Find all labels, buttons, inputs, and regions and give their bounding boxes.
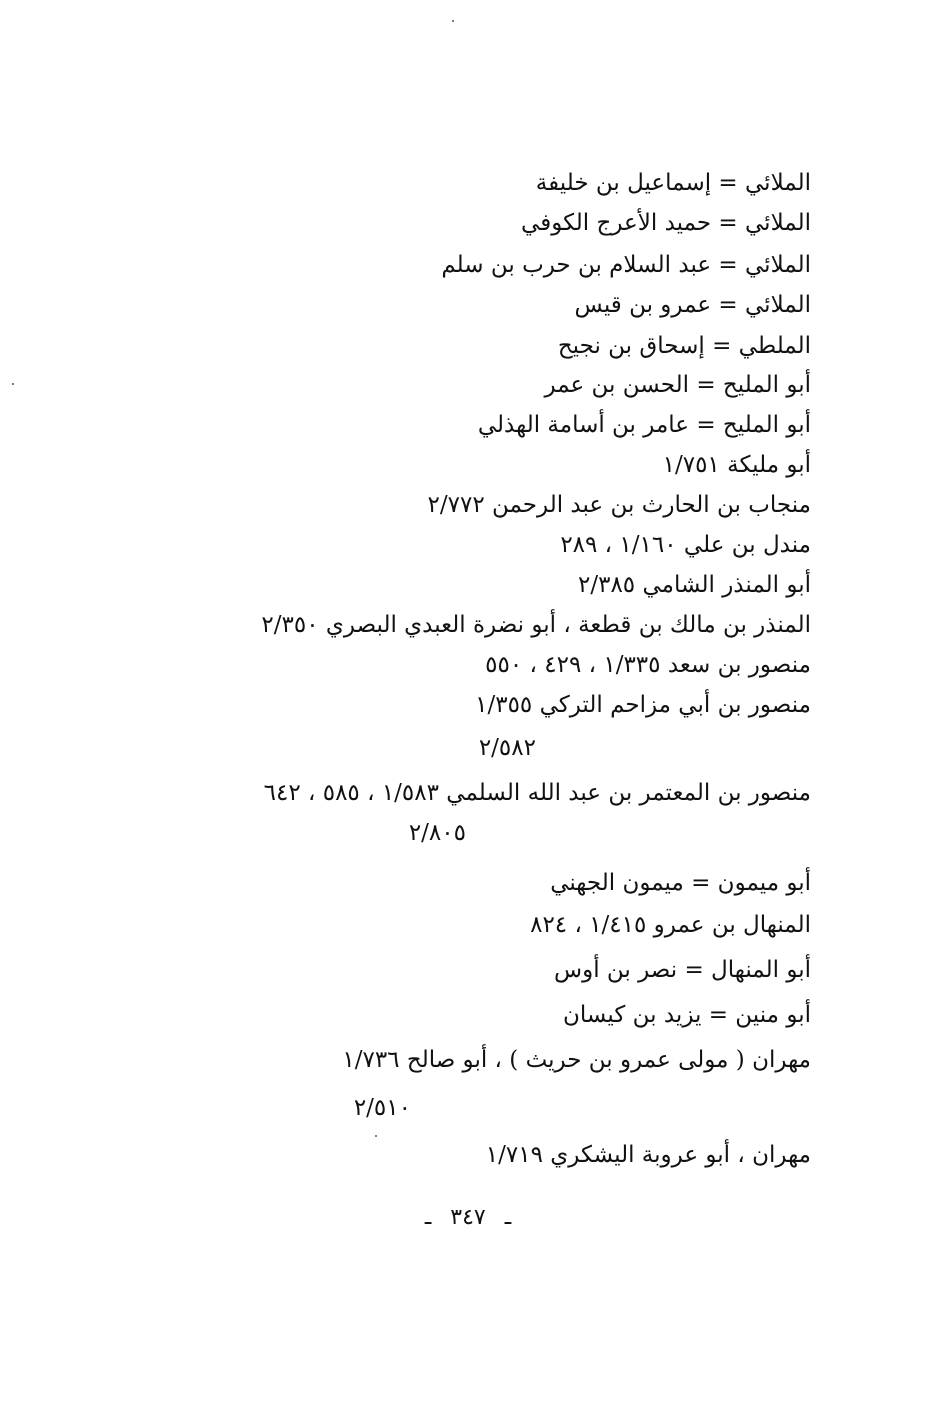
page-number-value: ٣٤٧ xyxy=(450,1205,486,1230)
index-entry: أبو المنهال = نصر بن أوس xyxy=(554,957,811,983)
index-entry: منصور بن سعد ١/٣٣٥ ، ٤٢٩ ، ٥٥٠ xyxy=(485,652,811,678)
index-entry: أبو المليح = الحسن بن عمر xyxy=(544,372,811,398)
index-entry: مهران ، أبو عروبة اليشكري ١/٧١٩ xyxy=(485,1142,811,1168)
index-entry: أبو منين = يزيد بن كيسان xyxy=(563,1002,811,1028)
index-entry: الملائي = عبد السلام بن حرب بن سلم xyxy=(441,252,811,278)
page-number xyxy=(0,1203,936,1233)
index-entry-continuation: ٢/٨٠٥ xyxy=(408,820,466,846)
index-entry: الملائي = عمرو بن قيس xyxy=(574,292,811,318)
index-entry: منجاب بن الحارث بن عبد الرحمن ٢/٧٧٢ xyxy=(427,492,811,518)
scan-speck xyxy=(375,1135,377,1137)
index-entry: المنذر بن مالك بن قطعة ، أبو نضرة العبدي البصري ٢/٣٥٠ xyxy=(261,612,811,638)
index-entry: مهران ( مولى عمرو بن حريث ) ، أبو صالح ١/٧٣٦ xyxy=(342,1047,811,1073)
index-entry-continuation: ٢/٥٨٢ xyxy=(478,735,536,761)
index-entry: المنهال بن عمرو ١/٤١٥ ، ٨٢٤ xyxy=(530,912,811,938)
index-entry: أبو ميمون = ميمون الجهني xyxy=(550,870,811,896)
scan-speck xyxy=(452,20,454,22)
page-number-dash-left: ـ xyxy=(424,1205,432,1230)
index-entry: الملطي = إسحاق بن نجيح xyxy=(557,333,811,359)
index-entry: منصور بن أبي مزاحم التركي ١/٣٥٥ xyxy=(475,692,811,718)
index-entry: الملائي = إسماعيل بن خليفة xyxy=(535,170,811,196)
index-entry: الملائي = حميد الأعرج الكوفي xyxy=(521,210,811,236)
index-entry: مندل بن علي ١/١٦٠ ، ٢٨٩ xyxy=(560,532,811,558)
index-entry: أبو المنذر الشامي ٢/٣٨٥ xyxy=(577,572,811,598)
index-entry: منصور بن المعتمر بن عبد الله السلمي ١/٥٨٣ ، ٥٨٥ ، ٦٤٢ xyxy=(263,780,811,806)
index-entry-continuation: ٢/٥١٠ xyxy=(353,1095,411,1121)
index-entry: أبو مليكة ١/٧٥١ xyxy=(662,452,811,478)
scan-speck xyxy=(12,383,14,385)
index-entry: أبو المليح = عامر بن أسامة الهذلي xyxy=(477,412,811,438)
page-number-dash-right: ـ xyxy=(504,1205,512,1230)
